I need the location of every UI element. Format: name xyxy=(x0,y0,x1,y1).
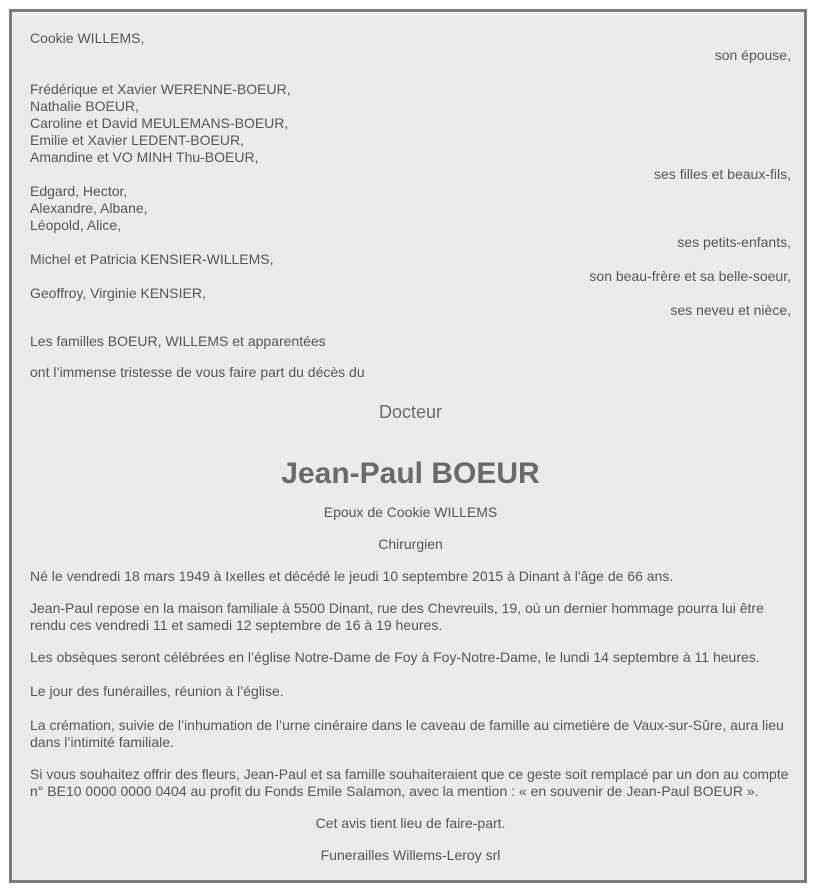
grandchild-line: Alexandre, Albane, xyxy=(30,200,148,216)
announcement-line: ont l’immense tristesse de vous faire part du décès du xyxy=(30,364,365,380)
in-laws: Michel et Patricia KENSIER-WILLEMS, xyxy=(30,251,274,267)
child-line: Nathalie BOEUR, xyxy=(30,98,139,114)
cremation-paragraph: La crémation, suivie de l’inhumation de l’urne cinéraire dans le caveau de famille au cimetière de Vaux-sur-Sûre, aura lieu dans l’intimité familiale. xyxy=(30,717,784,750)
spouse-role: son épouse, xyxy=(714,47,791,63)
notice-line: Cet avis tient lieu de faire-part. xyxy=(315,815,506,831)
grandchildren-role: ses petits-enfants, xyxy=(677,234,791,250)
deceased-name: Jean-Paul BOEUR xyxy=(281,457,540,490)
child-line: Caroline et David MEULEMANS-BOEUR, xyxy=(30,115,289,131)
obituary-frame xyxy=(9,9,807,883)
grandchild-line: Léopold, Alice, xyxy=(30,217,122,233)
children-role: ses filles et beaux-fils, xyxy=(654,166,791,182)
grandchild-line: Edgard, Hector, xyxy=(30,183,128,199)
repose-paragraph: Jean-Paul repose en la maison familiale à 5500 Dinant, rue des Chevreuils, 19, où un dernier hommage pourra lui être rendu ces vendredi 11 et samedi 12 septembre de 16 à 19 heures. xyxy=(30,600,764,633)
spouse-name: Cookie WILLEMS, xyxy=(30,30,145,46)
reunion-paragraph: Le jour des funérailles, réunion à l’église. xyxy=(30,683,284,699)
child-line: Frédérique et Xavier WERENNE-BOEUR, xyxy=(30,81,291,97)
nephews-role: ses neveu et nièce, xyxy=(670,302,791,318)
obituary-content xyxy=(30,30,791,864)
birth-death-paragraph: Né le vendredi 18 mars 1949 à Ixelles et décédé le jeudi 10 septembre 2015 à Dinant à l'âge de 66 ans. xyxy=(30,568,674,584)
nephews: Geoffroy, Virginie KENSIER, xyxy=(30,285,206,301)
flowers-paragraph: Si vous souhaitez offrir des fleurs, Jean-Paul et sa famille souhaiteraient que ce geste soit remplacé par un don au compte n° BE10 0000 0000 0404 au profit du Fonds Emile Salamon, avec la mention : « en souvenir de Jean-Paul BOEUR ». xyxy=(30,766,789,799)
child-line: Amandine et VO MINH Thu-BOEUR, xyxy=(30,149,259,165)
profession: Chirurgien xyxy=(378,536,443,552)
child-line: Emilie et Xavier LEDENT-BOEUR, xyxy=(30,132,244,148)
deceased-title: Docteur xyxy=(378,402,443,422)
funeral-paragraph: Les obsèques seront célébrées en l’église Notre-Dame de Foy à Foy-Notre-Dame, le lundi 14 septembre à 11 heures. xyxy=(30,649,760,665)
families-line: Les familles BOEUR, WILLEMS et apparentées xyxy=(30,333,326,349)
funeral-home: Funerailles Willems-Leroy srl xyxy=(320,847,501,863)
spouse-of: Epoux de Cookie WILLEMS xyxy=(323,504,498,520)
in-laws-role: son beau-frère et sa belle-soeur, xyxy=(589,268,791,284)
